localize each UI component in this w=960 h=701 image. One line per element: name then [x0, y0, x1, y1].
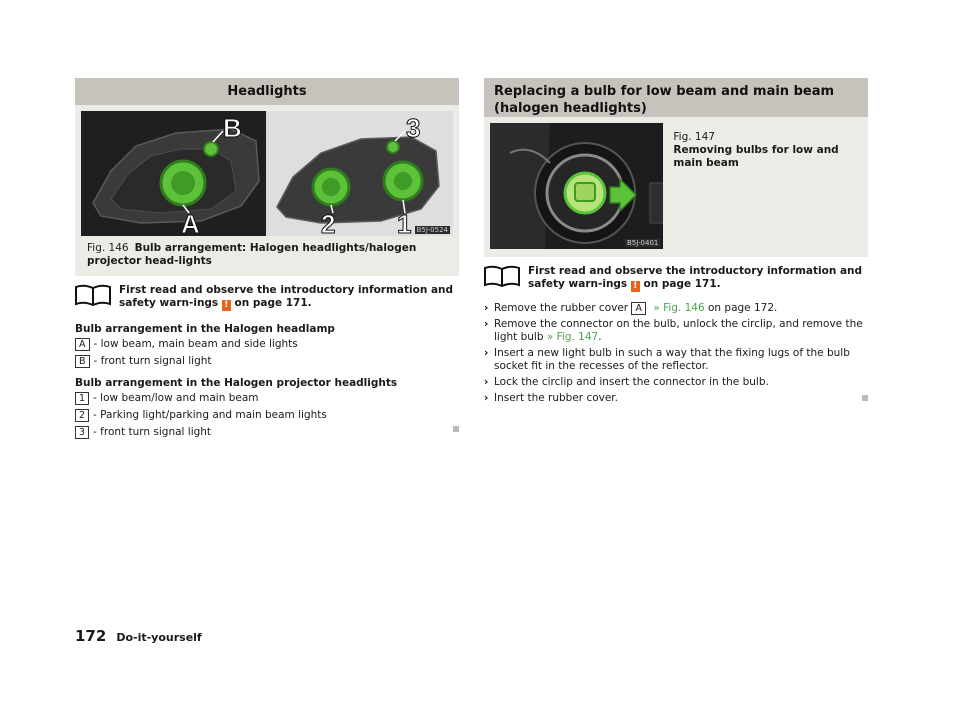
- section-heading-replacing-bulb: Replacing a bulb for low beam and main beam (halogen headlights): [484, 78, 868, 117]
- label-2: 2: [321, 209, 336, 236]
- figure-146-caption: [81, 236, 453, 268]
- list-item-text: - low beam, main beam and side lights: [93, 338, 298, 350]
- key-label-A: A: [631, 302, 646, 315]
- step-1: [484, 302, 868, 315]
- list-item-text: - low beam/low and main beam: [93, 392, 259, 404]
- step-text: on page 172.: [708, 302, 778, 314]
- list-item: [75, 409, 459, 422]
- step-text: Insert a new light bulb in such a way that the fixing lugs of the bulb socket fit in the recesses of the reflector.: [494, 347, 850, 372]
- section-heading-headlights: Headlights: [75, 78, 459, 105]
- key-label-1: 1: [75, 392, 89, 405]
- list-item: [75, 392, 459, 405]
- safety-note: [484, 265, 868, 292]
- step-text: Remove the connector on the bulb, unlock the circlip, and remove the light bulb: [494, 318, 863, 343]
- safety-note-text-1: First read and observe the introductory information and safety warn-ings: [119, 284, 454, 309]
- step-1-content: [494, 302, 777, 315]
- label-B: B: [223, 113, 242, 143]
- figure-number: Fig. 147: [673, 131, 715, 143]
- key-label-3: 3: [75, 426, 89, 439]
- chevron-right-icon: ›: [484, 347, 489, 359]
- chevron-right-icon: ›: [484, 302, 489, 314]
- key-label-A: A: [75, 338, 90, 351]
- chevron-right-icon: ›: [484, 318, 489, 330]
- step-text: .: [598, 331, 602, 343]
- label-3: 3: [406, 113, 421, 143]
- bulb-arrangement-text: [75, 323, 459, 439]
- step-2: [484, 318, 868, 344]
- list-item: [75, 426, 459, 439]
- figure-147-panel: [484, 117, 868, 257]
- figure-caption-text: Removing bulbs for low and main beam: [673, 144, 839, 169]
- open-book-icon: [75, 284, 111, 306]
- left-column: [75, 78, 459, 439]
- page-number: 172: [75, 627, 107, 645]
- list-item-text: - Parking light/parking and main beam lights: [93, 409, 327, 421]
- headlight-illustration: [81, 111, 453, 236]
- open-book-icon: [484, 265, 520, 287]
- section-end-marker: [453, 426, 459, 432]
- figure-146-image: [81, 111, 453, 236]
- figure-146-link[interactable]: » Fig. 146: [653, 302, 705, 314]
- figure-147-caption: [663, 123, 862, 249]
- step-3: [484, 347, 868, 373]
- figure-caption-text: Bulb arrangement: Halogen headlights/halogen projector head-lights: [87, 242, 417, 267]
- safety-note-link[interactable]: on page 171.: [234, 297, 312, 309]
- procedure-steps: [484, 302, 868, 405]
- section-end-marker: [862, 395, 868, 401]
- step-2-content: [494, 318, 868, 344]
- figure-number: Fig. 146: [87, 242, 129, 254]
- step-5: [484, 392, 868, 405]
- key-label-B: B: [75, 355, 90, 368]
- step-text: Insert the rubber cover.: [494, 392, 619, 404]
- label-A: A: [181, 209, 200, 236]
- key-label-2: 2: [75, 409, 89, 422]
- halogen-heading: Bulb arrangement in the Halogen headlamp: [75, 323, 335, 335]
- safety-note-link[interactable]: on page 171.: [643, 278, 721, 290]
- figure-147-image: [490, 123, 663, 249]
- label-1: 1: [397, 209, 412, 236]
- exclamation-icon: !: [631, 281, 640, 292]
- safety-note: [75, 284, 459, 311]
- list-item-text: - front turn signal light: [93, 426, 212, 438]
- safety-note-text: [528, 265, 868, 292]
- bulb-removal-illustration: [490, 123, 663, 249]
- list-item: [75, 355, 459, 368]
- figure-code: B5J-0524: [416, 226, 448, 234]
- page-footer: [75, 627, 202, 645]
- figure-147-row: [490, 123, 862, 249]
- chevron-right-icon: ›: [484, 376, 489, 388]
- figure-146-panel: [75, 105, 459, 276]
- step-4: [484, 376, 868, 389]
- step-text: Lock the circlip and insert the connector in the bulb.: [494, 376, 769, 388]
- projector-heading: Bulb arrangement in the Halogen projector headlights: [75, 377, 398, 389]
- safety-note-text: [119, 284, 459, 311]
- chevron-right-icon: ›: [484, 392, 489, 404]
- list-item-text: - front turn signal light: [93, 355, 212, 367]
- safety-note-text-1: First read and observe the introductory information and safety warn-ings: [528, 265, 863, 290]
- figure-code: B5J-0401: [626, 239, 659, 247]
- exclamation-icon: !: [222, 300, 231, 311]
- figure-147-link[interactable]: » Fig. 147: [546, 331, 599, 343]
- list-item: [75, 338, 459, 351]
- right-column: [484, 78, 868, 405]
- chapter-title: Do-it-yourself: [116, 631, 202, 644]
- step-text: Remove the rubber cover: [494, 302, 629, 314]
